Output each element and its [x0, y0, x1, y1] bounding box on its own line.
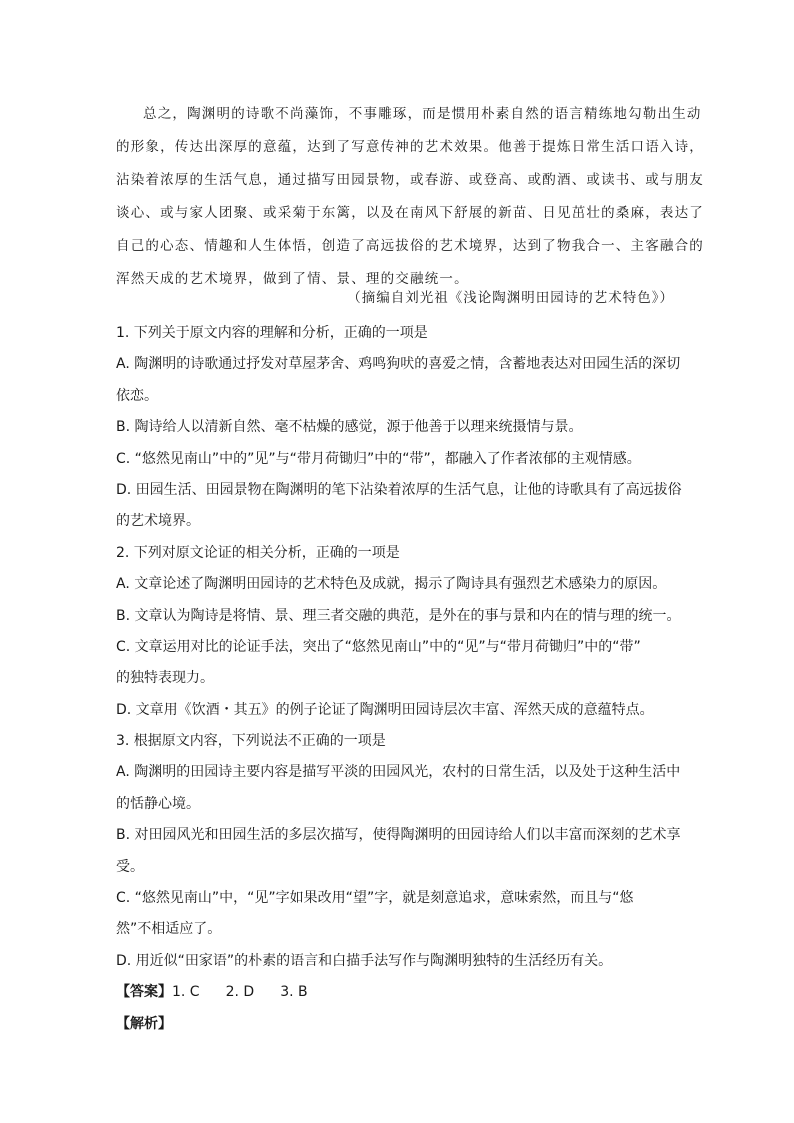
question-option: A. 文章论述了陶渊明田园诗的艺术特色及成就，揭示了陶诗具有强烈艺术感染力的原因。	[116, 576, 667, 593]
passage-line: 自己的心态、情趣和人生体悟，创造了高远拔俗的艺术境界，达到了物我合一、主客融合的	[116, 238, 704, 254]
question-option: A. 陶渊明的田园诗主要内容是描写平淡的田园风光，农村的日常生活，以及处于这种生活中	[116, 764, 681, 781]
question-option: C. “悠然见南山”中的”见”与“带月荷锄归”中的“带”，都融入了作者浓郁的主观情感。	[116, 450, 641, 467]
question-stem: 2. 下列对原文论证的相关分析，正确的一项是	[116, 544, 400, 561]
passage-line: 谈心、或与家人团聚、或采菊于东篱，以及在南风下舒展的新苗、日见茁壮的桑麻，表达了	[116, 205, 704, 221]
question-option: B. 对田园风光和田园生活的多层次描写，使得陶渊明的田园诗给人们以丰富而深刻的艺术享	[116, 827, 681, 844]
question-option: D. 文章用《饮酒・其五》的例子论证了陶渊明田园诗层次丰富、浑然天成的意蕴特点。	[116, 701, 654, 718]
question-option-continued: 受。	[116, 858, 144, 875]
question-option: D. 用近似“田家语”的朴素的语言和白描手法写作与陶渊明独特的生活经历有关。	[116, 952, 613, 969]
answer-item: 1. C	[172, 984, 200, 1001]
question-option: B. 文章认为陶诗是将情、景、理三者交融的典范，是外在的事与景和内在的情与理的统一。	[116, 607, 681, 624]
question-option-continued: 依恋。	[116, 387, 158, 404]
passage-text	[116, 98, 704, 296]
answer-row	[116, 977, 682, 1008]
question-option: C. “悠然见南山”中，“见”字如果改用“望”字，就是刻意追求，意味索然，而且与“悠	[116, 890, 634, 907]
answer-label: 【答案】	[116, 984, 172, 1001]
passage-line: 沾染着浓厚的生活气息，通过描写田园景物，或春游、或登高、或酌酒、或读书、或与朋友	[116, 172, 704, 188]
question-stem: 3. 根据原文内容，下列说法不正确的一项是	[116, 733, 386, 750]
question-option: A. 陶渊明的诗歌通过抒发对草屋茅舍、鸡鸣狗吠的喜爱之情，含蓄地表达对田园生活的深切	[116, 356, 681, 373]
question-option: D. 田园生活、田园景物在陶渊明的笔下沾染着浓厚的生活气息，让他的诗歌具有了高远拔俗	[116, 481, 682, 498]
question-option-continued: 然”不相适应了。	[116, 921, 222, 938]
passage-source: （摘编自刘光祖《浅论陶渊明田园诗的艺术特色》）	[347, 290, 674, 306]
questions-section	[116, 318, 682, 1040]
question-option: C. 文章运用对比的论证手法，突出了“悠然见南山”中的“见”与“带月荷锄归”中的“带”	[116, 638, 641, 655]
answer-item: 3. B	[280, 984, 308, 1001]
analysis-label: 【解析】	[116, 1015, 172, 1032]
question-option-continued: 的艺术境界。	[116, 513, 200, 530]
question-option-continued: 的恬静心境。	[116, 795, 200, 812]
question-stem: 1. 下列关于原文内容的理解和分析，正确的一项是	[116, 325, 428, 341]
passage-line: 的形象，传达出深厚的意蕴，达到了写意传神的艺术效果。他善于提炼日常生活口语入诗，	[116, 139, 704, 155]
passage-line: 总之，陶渊明的诗歌不尚藻饰，不事雕琢，而是惯用朴素自然的语言精练地勾勒出生动	[143, 106, 702, 122]
question-option-continued: 的独特表现力。	[116, 670, 214, 687]
analysis-row	[116, 1009, 682, 1040]
answer-item: 2. D	[225, 984, 255, 1001]
question-option: B. 陶诗给人以清新自然、毫不枯燥的感觉，源于他善于以理来统摄情与景。	[116, 419, 583, 436]
passage-line: 浑然天成的艺术境界，做到了情、景、理的交融统一。	[116, 271, 469, 287]
